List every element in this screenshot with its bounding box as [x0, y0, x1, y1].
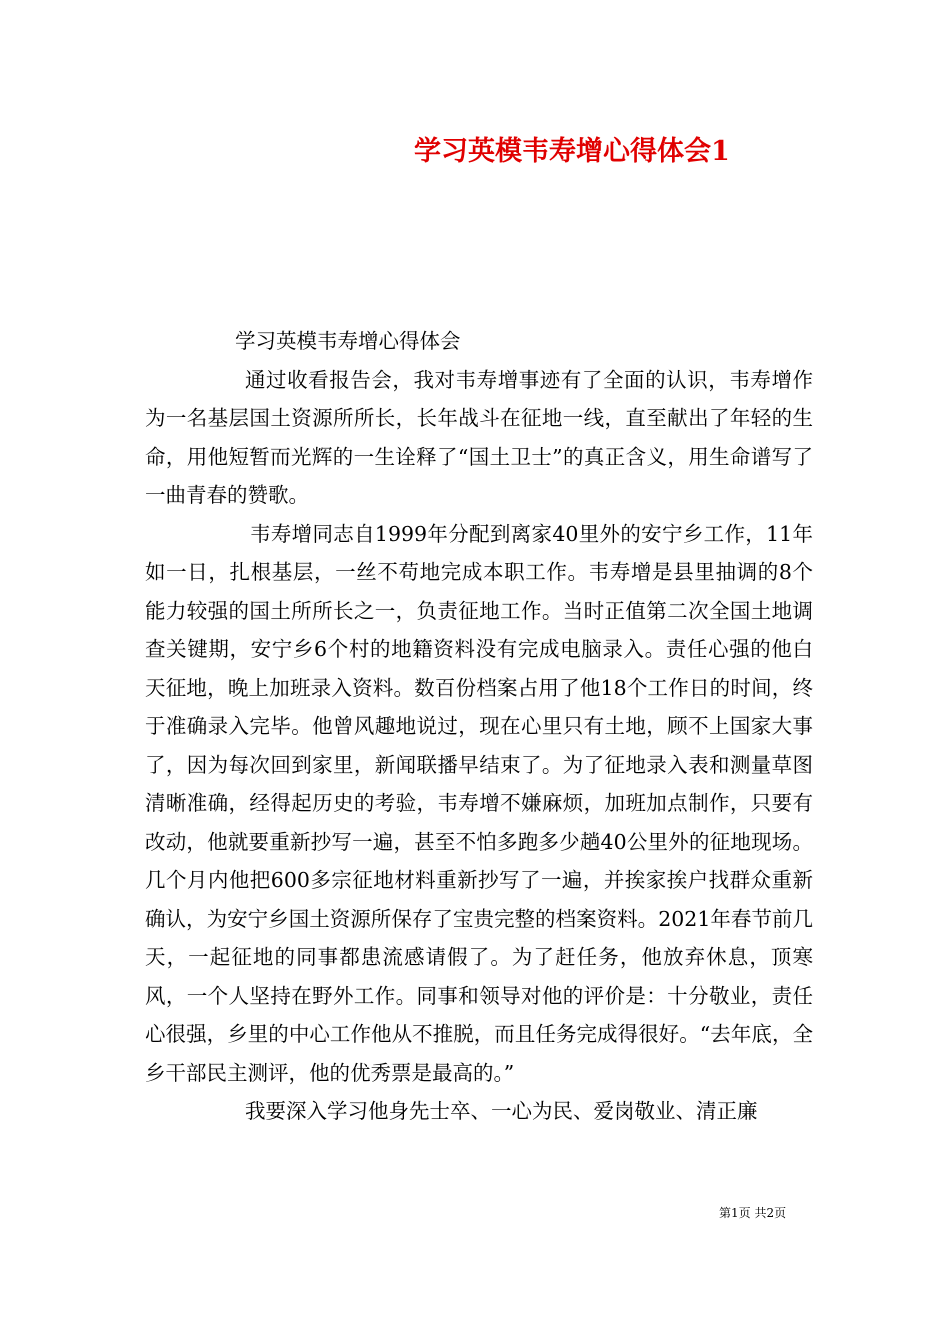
document-body — [145, 322, 813, 1131]
document-subtitle: 学习英模韦寿增心得体会 — [235, 329, 461, 353]
paragraph: 韦寿增同志自1999年分配到离家40里外的安宁乡工作，11年如一日，扎根基层，一丝不苟地完成本职工作。韦寿增是县里抽调的8个能力较强的国土所所长之一，负责征地工作。当时正值第二次全国土地调查关键期，安宁乡6个村的地籍资料没有完成电脑录入。责任心强的他白天征地，晚上加班录入资料。数百份档案占用了他18个工作日的时间，终于准确录入完毕。他曾风趣地说过，现在心里只有土地，顾不上国家大事了，因为每次回到家里，新闻联播早结束了。为了征地录入表和测量草图清晰准确，经得起历史的考验，韦寿增不嫌麻烦，加班加点制作，只要有改动，他就要重新抄写一遍，甚至不怕多跑多少趟40公里外的征地现场。几个月内他把600多宗征地材料重新抄写了一遍，并挨家挨户找群众重新确认，为安宁乡国土资源所保存了宝贵完整的档案资料。2021年春节前几天，一起征地的同事都患流感请假了。为了赶任务，他放弃休息，顶寒风，一个人坚持在野外工作。同事和领导对他的评价是：十分敬业，责任心很强，乡里的中心工作他从不推脱，而且任务完成得很好。“去年底，全乡干部民主测评，他的优秀票是最高的。” — [145, 521, 813, 1085]
page-number-footer: 第1页 共2页 — [719, 1206, 787, 1220]
document-title: 学习英模韦寿增心得体会1 — [414, 136, 730, 167]
paragraph: 我要深入学习他身先士卒、一心为民、爱岗敬业、清正廉 — [245, 1099, 758, 1123]
paragraph: 通过收看报告会，我对韦寿增事迹有了全面的认识，韦寿增作为一名基层国土资源所所长，长年战斗在征地一线，直至献出了年轻的生命，用他短暂而光辉的一生诠释了“国土卫士”的真正含义，用生命谱写了一曲青春的赞歌。 — [145, 367, 813, 507]
